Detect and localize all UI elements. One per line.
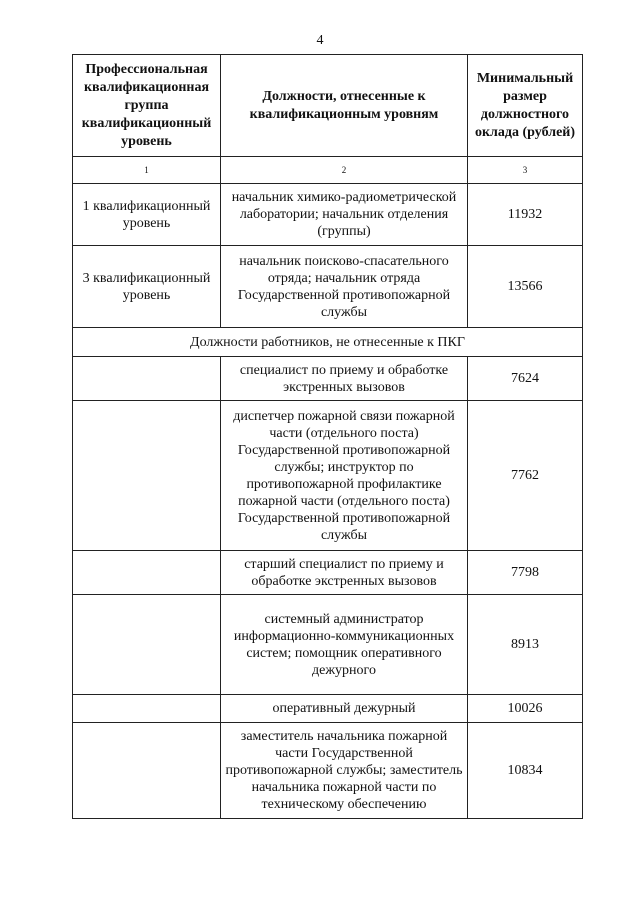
table-row bbox=[73, 595, 583, 695]
positions-cell: начальник поисково-спасательного отряда; начальник отряда Государственной противопожарной службы bbox=[221, 246, 468, 328]
positions-cell: заместитель начальника пожарной части Государственной противопожарной службы; заместитель начальника пожарной части по техническому обеспечению bbox=[221, 723, 468, 819]
empty-cell bbox=[73, 401, 221, 551]
table-row bbox=[73, 401, 583, 551]
table-row bbox=[73, 551, 583, 595]
table-row bbox=[73, 723, 583, 819]
empty-cell bbox=[73, 357, 221, 401]
section-row bbox=[73, 328, 583, 357]
table-header-row bbox=[73, 55, 583, 157]
empty-cell bbox=[73, 695, 221, 723]
column-number: 3 bbox=[468, 157, 583, 184]
table-row bbox=[73, 357, 583, 401]
salary-table bbox=[72, 54, 583, 819]
salary-cell: 8913 bbox=[468, 595, 583, 695]
empty-cell bbox=[73, 595, 221, 695]
salary-cell: 7798 bbox=[468, 551, 583, 595]
positions-cell: оперативный дежурный bbox=[221, 695, 468, 723]
table-row bbox=[73, 695, 583, 723]
salary-cell: 13566 bbox=[468, 246, 583, 328]
positions-cell: специалист по приему и обработке экстренных вызовов bbox=[221, 357, 468, 401]
table-row bbox=[73, 246, 583, 328]
header-qualification-group: Профессиональная квалификационная группа квалификационный уровень bbox=[73, 55, 221, 157]
positions-cell: старший специалист по приему и обработке экстренных вызовов bbox=[221, 551, 468, 595]
column-number-row bbox=[73, 157, 583, 184]
header-positions: Должности, отнесенные к квалификационным уровням bbox=[221, 55, 468, 157]
salary-cell: 10834 bbox=[468, 723, 583, 819]
salary-cell: 7624 bbox=[468, 357, 583, 401]
positions-cell: диспетчер пожарной связи пожарной части (отдельного поста) Государственной противопожарной службы; инструктор по противопожарной профилактике пожарной части (отдельного поста) Государственной противопожарной службы bbox=[221, 401, 468, 551]
positions-cell: системный администратор информационно-коммуникационных систем; помощник оперативного дежурного bbox=[221, 595, 468, 695]
section-title: Должности работников, не отнесенные к ПКГ bbox=[73, 328, 583, 357]
column-number: 2 bbox=[221, 157, 468, 184]
table-row bbox=[73, 184, 583, 246]
header-minimum-salary: Минимальный размер должностного оклада (рублей) bbox=[468, 55, 583, 157]
empty-cell bbox=[73, 723, 221, 819]
salary-cell: 10026 bbox=[468, 695, 583, 723]
positions-cell: начальник химико-радиометрической лаборатории; начальник отделения (группы) bbox=[221, 184, 468, 246]
salary-cell: 11932 bbox=[468, 184, 583, 246]
qualification-level: 3 квалификационный уровень bbox=[73, 246, 221, 328]
qualification-level: 1 квалификационный уровень bbox=[73, 184, 221, 246]
column-number: 1 bbox=[73, 157, 221, 184]
salary-cell: 7762 bbox=[468, 401, 583, 551]
page-number: 4 bbox=[316, 33, 324, 48]
empty-cell bbox=[73, 551, 221, 595]
